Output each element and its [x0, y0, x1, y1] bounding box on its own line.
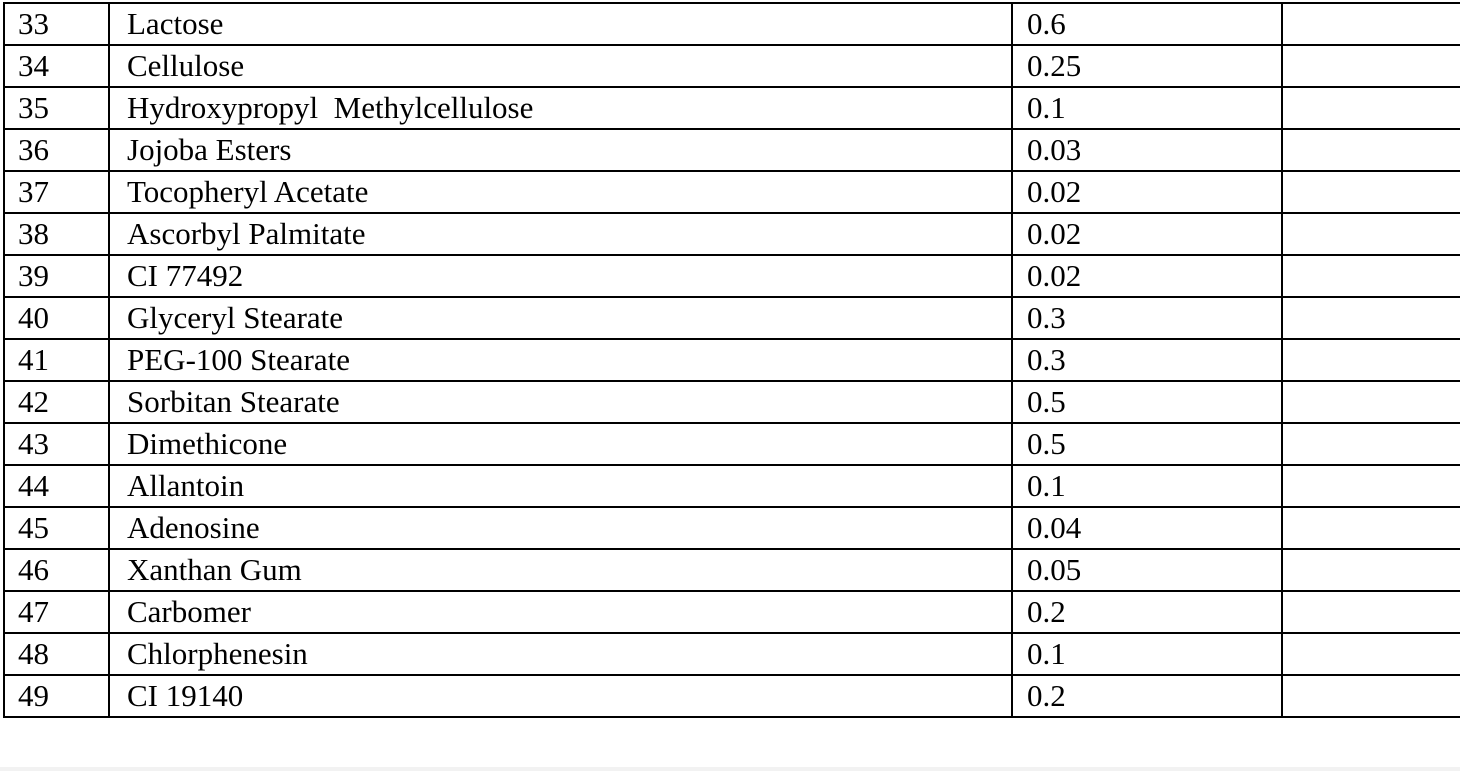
row-number-cell: 44: [4, 465, 109, 507]
empty-cell: [1282, 339, 1460, 381]
table-row: [4, 507, 1460, 549]
ingredient-name-cell: Glyceryl Stearate: [109, 297, 1012, 339]
empty-cell: [1282, 255, 1460, 297]
table-row: [4, 339, 1460, 381]
ingredient-name-cell: Hydroxypropyl Methylcellulose: [109, 87, 1012, 129]
empty-cell: [1282, 171, 1460, 213]
table-row: [4, 633, 1460, 675]
table-body: [4, 3, 1460, 717]
table-row: [4, 87, 1460, 129]
row-number-cell: 40: [4, 297, 109, 339]
amount-value-cell: 0.2: [1012, 675, 1282, 717]
ingredient-name-cell: CI 77492: [109, 255, 1012, 297]
empty-cell: [1282, 3, 1460, 45]
ingredient-name-cell: Chlorphenesin: [109, 633, 1012, 675]
empty-cell: [1282, 381, 1460, 423]
row-number-cell: 41: [4, 339, 109, 381]
row-number-cell: 39: [4, 255, 109, 297]
empty-cell: [1282, 87, 1460, 129]
ingredients-table: [3, 2, 1460, 718]
row-number-cell: 46: [4, 549, 109, 591]
table-row: [4, 297, 1460, 339]
empty-cell: [1282, 423, 1460, 465]
table-row: [4, 45, 1460, 87]
ingredient-name-cell: Adenosine: [109, 507, 1012, 549]
bottom-margin-band: [0, 767, 1460, 771]
amount-value-cell: 0.1: [1012, 87, 1282, 129]
ingredient-name-cell: PEG-100 Stearate: [109, 339, 1012, 381]
amount-value-cell: 0.25: [1012, 45, 1282, 87]
ingredient-name-cell: Cellulose: [109, 45, 1012, 87]
table-row: [4, 675, 1460, 717]
empty-cell: [1282, 213, 1460, 255]
table-row: [4, 465, 1460, 507]
row-number-cell: 42: [4, 381, 109, 423]
row-number-cell: 37: [4, 171, 109, 213]
ingredient-name-cell: Ascorbyl Palmitate: [109, 213, 1012, 255]
ingredient-name-cell: Sorbitan Stearate: [109, 381, 1012, 423]
empty-cell: [1282, 549, 1460, 591]
amount-value-cell: 0.04: [1012, 507, 1282, 549]
row-number-cell: 48: [4, 633, 109, 675]
empty-cell: [1282, 633, 1460, 675]
ingredient-name-cell: CI 19140: [109, 675, 1012, 717]
row-number-cell: 43: [4, 423, 109, 465]
ingredient-name-cell: Xanthan Gum: [109, 549, 1012, 591]
table-row: [4, 171, 1460, 213]
row-number-cell: 33: [4, 3, 109, 45]
table-row: [4, 255, 1460, 297]
row-number-cell: 47: [4, 591, 109, 633]
empty-cell: [1282, 297, 1460, 339]
row-number-cell: 38: [4, 213, 109, 255]
amount-value-cell: 0.02: [1012, 255, 1282, 297]
amount-value-cell: 0.05: [1012, 549, 1282, 591]
row-number-cell: 35: [4, 87, 109, 129]
amount-value-cell: 0.3: [1012, 297, 1282, 339]
table-row: [4, 3, 1460, 45]
table-row: [4, 381, 1460, 423]
ingredient-name-cell: Dimethicone: [109, 423, 1012, 465]
empty-cell: [1282, 465, 1460, 507]
amount-value-cell: 0.03: [1012, 129, 1282, 171]
amount-value-cell: 0.5: [1012, 381, 1282, 423]
amount-value-cell: 0.1: [1012, 633, 1282, 675]
table-row: [4, 129, 1460, 171]
row-number-cell: 49: [4, 675, 109, 717]
row-number-cell: 36: [4, 129, 109, 171]
row-number-cell: 45: [4, 507, 109, 549]
table-row: [4, 549, 1460, 591]
table-row: [4, 591, 1460, 633]
table-row: [4, 423, 1460, 465]
amount-value-cell: 0.02: [1012, 213, 1282, 255]
amount-value-cell: 0.6: [1012, 3, 1282, 45]
ingredient-name-cell: Lactose: [109, 3, 1012, 45]
row-number-cell: 34: [4, 45, 109, 87]
empty-cell: [1282, 507, 1460, 549]
ingredient-name-cell: Jojoba Esters: [109, 129, 1012, 171]
empty-cell: [1282, 129, 1460, 171]
amount-value-cell: 0.3: [1012, 339, 1282, 381]
ingredient-name-cell: Tocopheryl Acetate: [109, 171, 1012, 213]
amount-value-cell: 0.1: [1012, 465, 1282, 507]
empty-cell: [1282, 591, 1460, 633]
ingredient-name-cell: Allantoin: [109, 465, 1012, 507]
table-row: [4, 213, 1460, 255]
amount-value-cell: 0.5: [1012, 423, 1282, 465]
amount-value-cell: 0.2: [1012, 591, 1282, 633]
amount-value-cell: 0.02: [1012, 171, 1282, 213]
empty-cell: [1282, 45, 1460, 87]
ingredient-name-cell: Carbomer: [109, 591, 1012, 633]
empty-cell: [1282, 675, 1460, 717]
